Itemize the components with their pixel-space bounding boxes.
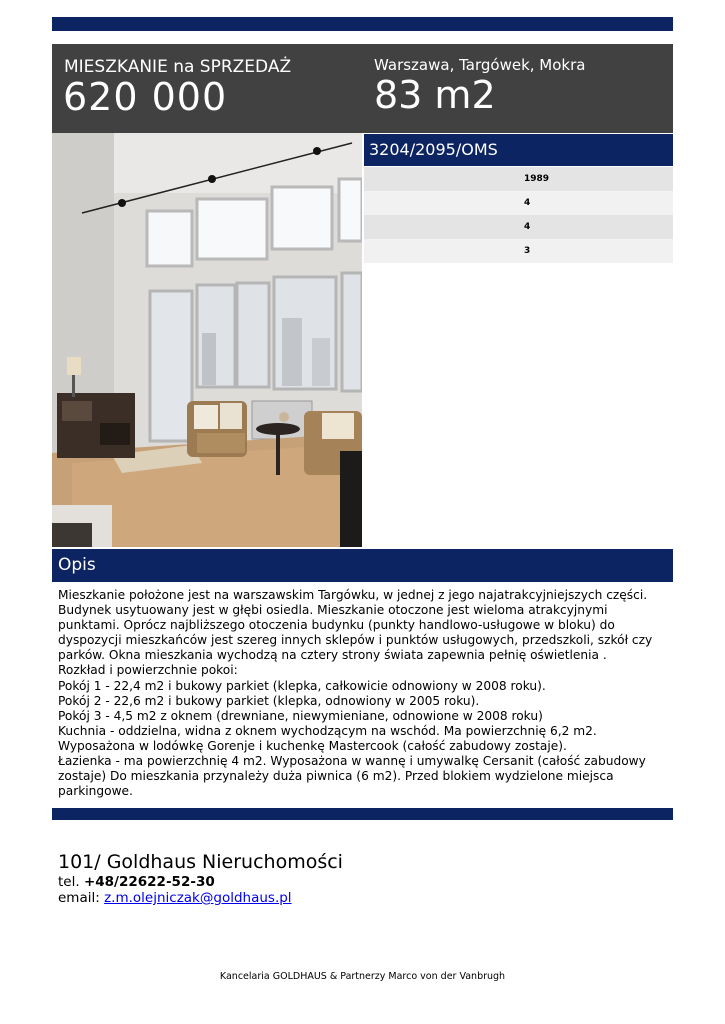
description-line: parkingowe. [58, 784, 133, 799]
footer-text: Kancelaria GOLDHAUS & Partnerzy Marco von der Vanbrugh [219, 971, 506, 982]
description-line: Wyposażona w lodówkę Gorenje i kuchenkę Mastercook (całość zabudowy zostaje). [58, 738, 567, 753]
price: 620 000 [63, 75, 228, 119]
description-line: zostaje) Do mieszkania przynależy duża piwnica (6 m2). Przed blokiem wydzielone miejsca [58, 769, 614, 784]
phone-label: tel. [58, 874, 80, 890]
description-line: Rozkład i powierzchnie pokoi: [58, 663, 238, 678]
listing-header [52, 44, 673, 133]
description-line: Mieszkanie położone jest na warszawskim Targówku, w jednej z jego najatrakcyjniejszych części. [58, 588, 648, 602]
description-line: dyspozycji mieszkańców jest szereg innych sklepów i punktów usługowych, przedszkoli, szkół czy [58, 633, 653, 648]
description-line: Kuchnia - oddzielna, widna z oknem wychodzącym na wschód. Ma powierzchnię 6,2 m2. [58, 723, 597, 738]
area: 83 m2 [374, 73, 496, 117]
detail-row: 4 [364, 215, 673, 239]
description-body [58, 588, 668, 799]
email-line [58, 890, 343, 906]
description-line: Pokój 3 - 4,5 m2 z oknem (drewniane, niewymieniane, odnowione w 2008 roku) [58, 708, 543, 723]
description-line: punktami. Oprócz najbliższego otoczenia budynku (punkty handlowo-usługowe w bloku) do [58, 618, 615, 633]
phone-number: +48/22622-52-30 [83, 874, 215, 890]
apartment-photo [52, 133, 362, 547]
detail-row: 3 [364, 239, 673, 263]
offer-type: MIESZKANIE na SPRZEDAŻ [64, 57, 292, 77]
detail-row: 4 [364, 191, 673, 215]
description-line: parków. Okna mieszkania wychodzą na cztery strony świata zapewnia pełnię oświetlenia . [58, 648, 607, 663]
bottom-decorative-bar [52, 808, 673, 820]
description-line: Pokój 2 - 22,6 m2 i bukowy parkiet (klepka, odnowiony w 2005 roku). [58, 693, 480, 708]
email-label: email: [58, 890, 100, 906]
description-line: Pokój 1 - 22,4 m2 i bukowy parkiet (klepka, całkowicie odnowiony w 2008 roku). [58, 678, 546, 693]
details-table [364, 167, 673, 263]
reference-number: 3204/2095/OMS [364, 134, 673, 166]
contact-block [58, 850, 343, 906]
description-heading: Opis [52, 549, 673, 582]
agency-name: 101/ Goldhaus Nieruchomości [58, 851, 343, 873]
description-line: Łazienka - ma powierzchnię 4 m2. Wyposażona w wannę i umywalkę Cersanit (całość zabudowy [58, 754, 646, 769]
location: Warszawa, Targówek, Mokra [374, 56, 586, 74]
description-line: Budynek usytuowany jest w głębi osiedla. Mieszkanie otoczone jest wieloma atrakcyjnymi [58, 603, 608, 618]
top-decorative-bar [52, 17, 673, 31]
email-link[interactable]: z.m.olejniczak@goldhaus.pl [104, 890, 292, 906]
detail-row: 1989 [364, 167, 673, 191]
phone-line [58, 874, 343, 890]
